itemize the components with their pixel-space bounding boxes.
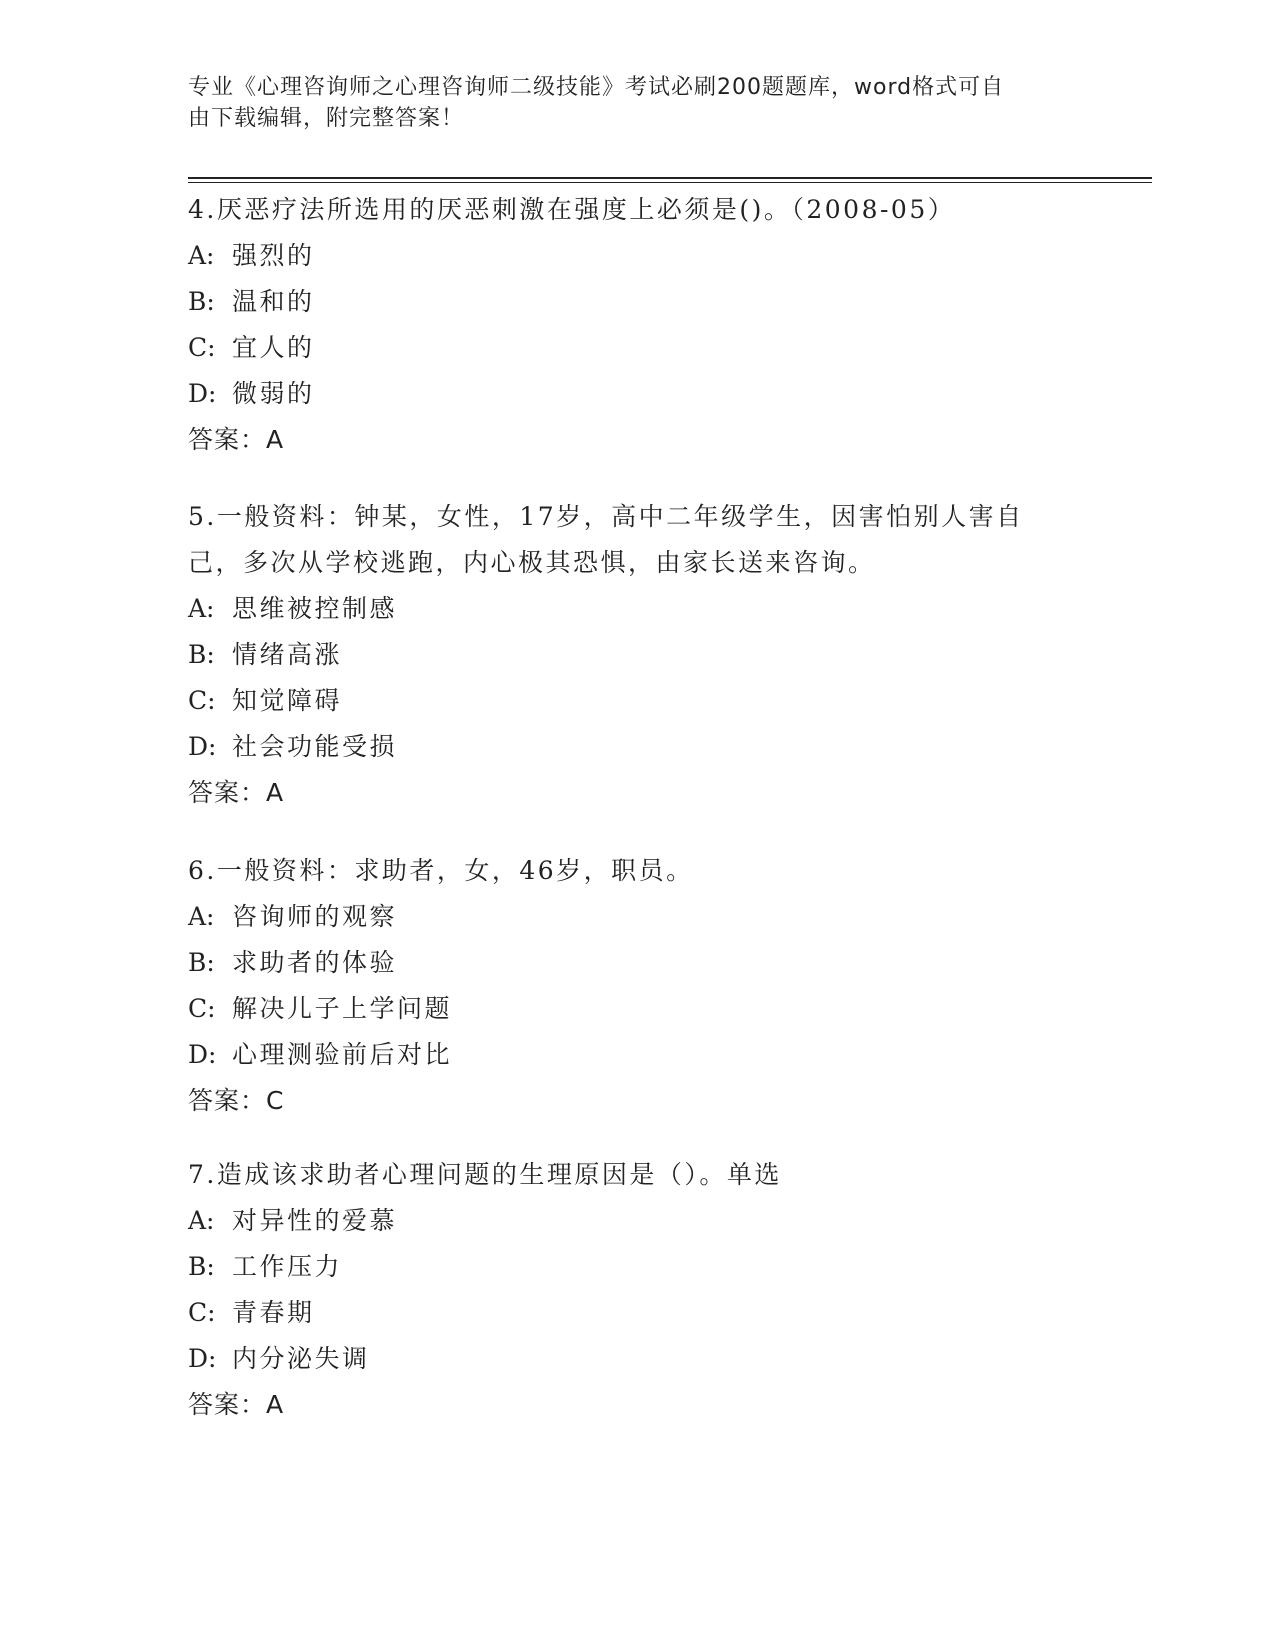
- answer-line: 答案：A: [188, 425, 285, 454]
- option-c: [188, 678, 1068, 724]
- option-d: [188, 1336, 1068, 1382]
- option-key: B:: [188, 948, 215, 977]
- option-c: [188, 1290, 1068, 1336]
- option-text: 宜人的: [232, 333, 315, 362]
- option-b: [188, 279, 1068, 325]
- header-divider-thick: [188, 177, 1152, 179]
- question-stem: 6.一般资料：求助者，女，46岁，职员。: [188, 856, 694, 885]
- option-key: D:: [188, 1040, 217, 1069]
- option-text: 强烈的: [232, 241, 315, 270]
- option-key: D:: [188, 1344, 217, 1373]
- option-d: [188, 1032, 1068, 1078]
- option-text: 微弱的: [232, 379, 315, 408]
- question-stem-continued: 己，多次从学校逃跑，内心极其恐惧，由家长送来咨询。: [188, 548, 876, 577]
- option-text: 解决儿子上学问题: [232, 994, 453, 1023]
- header-divider-thin: [188, 182, 1152, 183]
- document-header: [188, 72, 1068, 134]
- option-key: C:: [188, 333, 216, 362]
- answer-line: 答案：A: [188, 1390, 285, 1419]
- option-a: [188, 1198, 1068, 1244]
- option-d: [188, 371, 1068, 417]
- option-b: [188, 632, 1068, 678]
- option-text: 温和的: [232, 287, 315, 316]
- option-b: [188, 940, 1068, 986]
- question-stem: 4.厌恶疗法所选用的厌恶刺激在强度上必须是()。（2008-05）: [188, 195, 956, 224]
- option-text: 内分泌失调: [232, 1344, 370, 1373]
- option-text: 社会功能受损: [232, 732, 398, 761]
- option-key: D:: [188, 379, 217, 408]
- option-a: [188, 233, 1068, 279]
- option-text: 青春期: [232, 1298, 315, 1327]
- option-key: A:: [188, 1206, 215, 1235]
- option-a: [188, 586, 1068, 632]
- option-a: [188, 894, 1068, 940]
- option-text: 情绪高涨: [232, 640, 343, 669]
- option-key: C:: [188, 1298, 216, 1327]
- option-key: B:: [188, 640, 215, 669]
- option-text: 对异性的爱慕: [232, 1206, 398, 1235]
- option-c: [188, 325, 1068, 371]
- option-key: A:: [188, 594, 215, 623]
- option-d: [188, 724, 1068, 770]
- option-text: 工作压力: [232, 1252, 343, 1281]
- option-key: A:: [188, 902, 215, 931]
- option-text: 求助者的体验: [232, 948, 398, 977]
- question-block: [188, 494, 1068, 816]
- option-b: [188, 1244, 1068, 1290]
- option-text: 咨询师的观察: [232, 902, 398, 931]
- option-key: C:: [188, 686, 216, 715]
- option-key: D:: [188, 732, 217, 761]
- header-line-1: 专业《心理咨询师之心理咨询师二级技能》考试必刷200题题库，word格式可自: [188, 75, 1005, 100]
- option-text: 心理测验前后对比: [232, 1040, 453, 1069]
- question-block: [188, 187, 1068, 463]
- option-c: [188, 986, 1068, 1032]
- answer-line: 答案：A: [188, 778, 285, 807]
- option-key: C:: [188, 994, 216, 1023]
- question-block: [188, 1152, 1068, 1428]
- option-key: A:: [188, 241, 215, 270]
- option-text: 思维被控制感: [232, 594, 398, 623]
- option-key: B:: [188, 287, 215, 316]
- header-line-2: 由下载编辑，附完整答案！: [188, 106, 465, 131]
- option-key: B:: [188, 1252, 215, 1281]
- question-stem: 5.一般资料：钟某，女性，17岁，高中二年级学生，因害怕别人害自: [188, 502, 1024, 531]
- option-text: 知觉障碍: [232, 686, 343, 715]
- answer-line: 答案：C: [188, 1086, 285, 1115]
- question-stem: 7.造成该求助者心理问题的生理原因是（）。单选: [188, 1160, 782, 1189]
- question-block: [188, 848, 1068, 1124]
